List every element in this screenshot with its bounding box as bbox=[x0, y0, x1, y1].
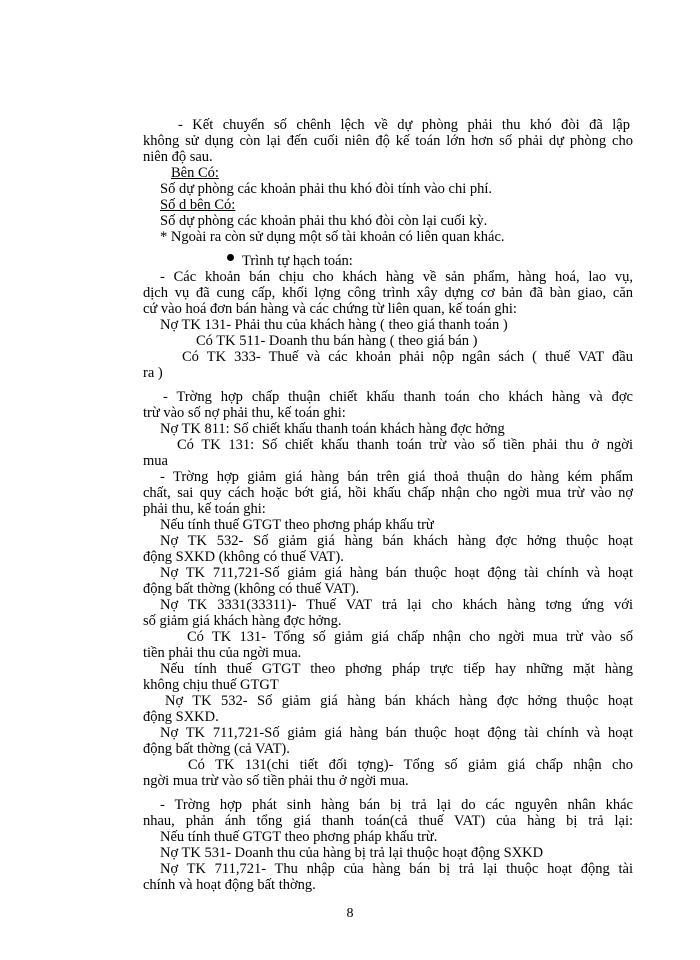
section-heading: Trình tự hạch toán: bbox=[242, 253, 353, 269]
text-line: số giảm giá khách hàng đợc hởng. bbox=[143, 613, 342, 629]
text-line: mua bbox=[143, 453, 168, 469]
text-line: không chịu thuế GTGT bbox=[143, 677, 279, 693]
text-line: Nợ TK 3331(33311)- Thuế VAT trả lại cho khách hàng tơng ứng với bbox=[160, 597, 633, 613]
text-line: Có TK 131- Tổng số giảm giá chấp nhận cho ngời mua trừ vào số bbox=[187, 629, 633, 645]
text-line: - Các khoản bán chịu cho khách hàng về sản phẩm, hàng hoá, lao vụ, bbox=[160, 269, 633, 285]
text-line: Có TK 131(chi tiết đối tợng)- Tổng số giảm giá chấp nhận cho bbox=[188, 757, 633, 773]
text-line: - Kết chuyển số chênh lệch về dự phòng phải thu khó đòi đã lập bbox=[178, 117, 630, 133]
text-line: Nếu tính thuế GTGT theo phơng pháp trực tiếp hay những mặt hàng bbox=[160, 661, 633, 677]
text-line: động SXKD (không có thuế VAT). bbox=[143, 549, 344, 565]
text-line: ra ) bbox=[143, 365, 163, 381]
text-line: Nợ TK 711,721- Thu nhập của hàng bán bị trả lại thuộc hoạt động tài bbox=[160, 861, 633, 877]
text-line: cứ vào hoá đơn bán hàng và các chứng từ liên quan, kế toán ghi: bbox=[143, 301, 517, 317]
text-line: động bất thờng (không có thuế VAT). bbox=[143, 581, 360, 597]
text-line: không sử dụng còn lại đến cuối niên độ kế toán lớn hơn số phải dự phòng cho bbox=[143, 133, 633, 149]
text-line: Có TK 333- Thuế và các khoản phải nộp ngân sách ( thuế VAT đầu bbox=[182, 349, 633, 365]
text-line: Nợ TK 532- Số giảm giá hàng bán khách hàng đợc hởng thuộc hoạt bbox=[165, 693, 633, 709]
section-heading: Số d bên Có: bbox=[160, 197, 236, 213]
text-line: phải thu, kế toán ghi: bbox=[143, 501, 266, 517]
text-line: Số dự phòng các khoản phải thu khó đòi tính vào chi phí. bbox=[160, 181, 493, 197]
text-line: nhau, phản ánh tổng giá thanh toán(cả thuế VAT) của hàng bị trả lại: bbox=[143, 813, 633, 829]
text-line: niên độ sau. bbox=[143, 149, 213, 165]
text-line: chính và hoạt động bất thờng. bbox=[143, 877, 316, 893]
text-line: dịch vụ đã cung cấp, khối lợng công trình xây dựng cơ bản đã bàn giao, căn bbox=[143, 285, 633, 301]
page-number: 8 bbox=[346, 906, 354, 921]
text-line: Có TK 131: Số chiết khấu thanh toán trừ vào số tiền phải thu ở ngời bbox=[177, 437, 633, 453]
text-line: Nợ TK 532- Số giảm giá hàng bán khách hàng đợc hởng thuộc hoạt bbox=[160, 533, 633, 549]
text-line: chất, sai quy cách hoặc bớt giá, hồi khấu chấp nhận cho ngời mua trừ vào nợ bbox=[143, 485, 633, 501]
text-line: Nợ TK 711,721-Số giảm giá hàng bán thuộc hoạt động tài chính và hoạt bbox=[160, 725, 633, 741]
text-line: động SXKD. bbox=[143, 709, 219, 725]
text-line: * Ngoài ra còn sử dụng một số tài khoản có liên quan khác. bbox=[160, 229, 505, 245]
section-heading: Bên Có: bbox=[171, 165, 219, 181]
text-line: - Trờng hợp phát sinh hàng bán bị trả lại do các nguyên nhân khác bbox=[160, 797, 633, 813]
text-line: ngời mua trừ vào số tiền phải thu ở ngời mua. bbox=[143, 773, 409, 789]
text-line: Có TK 511- Doanh thu bán hàng ( theo giá bán ) bbox=[196, 333, 478, 349]
text-line: Nợ TK 811: Số chiết khấu thanh toán khách hàng đợc hởng bbox=[160, 421, 505, 437]
text-line: tiền phải thu của ngời mua. bbox=[143, 645, 302, 661]
text-line: Nợ TK 711,721-Số giảm giá hàng bán thuộc hoạt động tài chính và hoạt bbox=[160, 565, 633, 581]
text-line: động bất thờng (cả VAT). bbox=[143, 741, 290, 757]
text-line: Nếu tính thuế GTGT theo phơng pháp khấu trừ bbox=[160, 517, 434, 533]
text-line: - Trờng hợp giảm giá hàng bán trên giá thoả thuận do hàng kém phẩm bbox=[160, 469, 633, 485]
text-line: - Trờng hợp chấp thuận chiết khấu thanh toán cho khách hàng và đợc bbox=[163, 389, 633, 405]
text-line: Nợ TK 131- Phải thu của khách hàng ( theo giá thanh toán ) bbox=[160, 317, 508, 333]
text-line: trừ vào số nợ phải thu, kế toán ghi: bbox=[143, 405, 346, 421]
text-line: Số dự phòng các khoản phải thu khó đòi còn lại cuối kỳ. bbox=[160, 213, 488, 229]
text-line: Nợ TK 531- Doanh thu của hàng bị trả lại thuộc hoạt động SXKD bbox=[160, 845, 544, 861]
text-line: Nếu tính thuế GTGT theo phơng pháp khấu trừ. bbox=[160, 829, 438, 845]
bullet-icon bbox=[227, 254, 234, 261]
